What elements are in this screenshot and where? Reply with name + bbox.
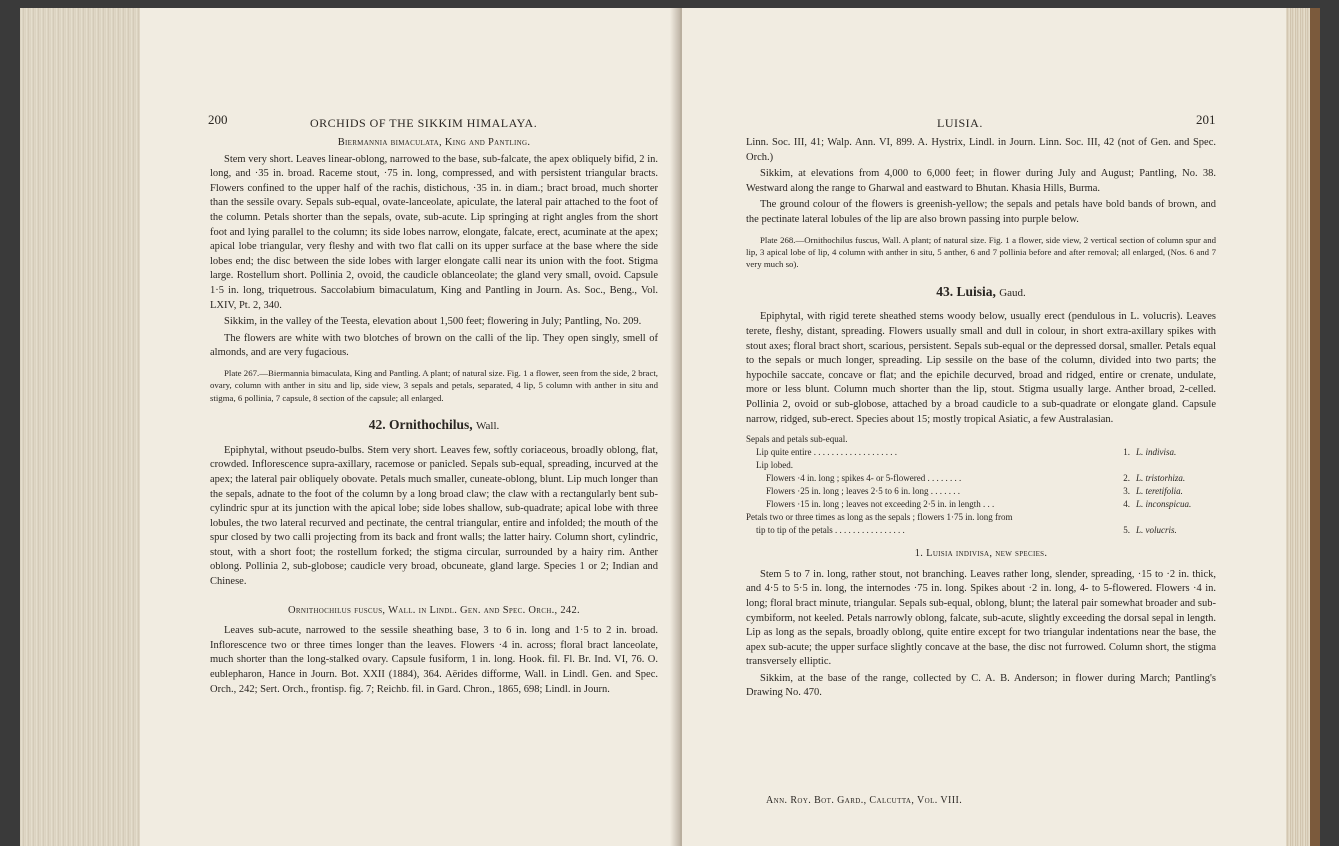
key-number bbox=[1106, 433, 1130, 446]
paragraph: Sikkim, in the valley of the Teesta, elevation about 1,500 feet; flowering in July; Pantling, No. 209. bbox=[224, 316, 642, 328]
book-spread bbox=[20, 8, 1320, 846]
key-species bbox=[1130, 511, 1216, 524]
book-cover-edge bbox=[1310, 8, 1320, 846]
paragraph: Sikkim, at elevations from 4,000 to 6,000 feet; in flower during July and August; Pantling, No. 38. Westward along the range to Gharwal and eastward to Bhutan. Khasia Hills, Burma. bbox=[746, 168, 1216, 194]
plate-note: Plate 268.—Ornithochilus fuscus, Wall. A plant; of natural size. Fig. 1 a flower, side view, 2 vertical section of column spur and lip, 3 apical lobe of lip, 4 column with anther in situ, 5 anther, 6 and 7 pollinia before and after removal; all enlarged, (Nos. 6 and 7 very much so). bbox=[746, 234, 1216, 270]
species-heading-ornithochilus-fuscus: Ornithochilus fuscus, Wall. in Lindl. Gen. and Spec. Orch., 242. bbox=[288, 604, 580, 616]
genus-heading-ornithochilus bbox=[210, 418, 658, 434]
key-text: Flowers ·25 in. long ; leaves 2·5 to 6 in. long . . . . . . . bbox=[766, 486, 960, 497]
key-row bbox=[746, 446, 1216, 459]
key-row bbox=[746, 524, 1216, 537]
right-running-head: LUISIA. bbox=[937, 116, 983, 130]
key-number bbox=[1106, 459, 1130, 472]
left-running-head: ORCHIDS OF THE SIKKIM HIMALAYA. bbox=[310, 116, 538, 130]
left-page-number: 200 bbox=[208, 112, 228, 127]
key-text: Petals two or three times as long as the sepals ; flowers 1·75 in. long from bbox=[746, 512, 1013, 523]
key-species: L. teretifolia. bbox=[1136, 486, 1183, 497]
key-species: L. volucris. bbox=[1136, 525, 1177, 536]
paragraph: Stem very short. Leaves linear-oblong, narrowed to the base, sub-falcate, the apex obliquely bifid, 2 in. long, and ·35 in. broad. Raceme stout, ·75 in. long, compressed, and with persistent triangular bracts. Flowers confined to the upper half of the rachis, distichous, ·35 in. in diam.; bract broad, much shorter than the sessile ovary. Sepals sub-equal, ovate-lanceolate, apiculate, the lateral pair attached to the foot of the column. Petals shorter than the sepals, ovate, sub-acute. Lip springing at right angles from the short foot and lying parallel to the column; its side lobes narrow, elongate, falcate, erect, acuminate at the apex; apical lobe triangular, very fleshy and with two flat calli on its upper surface at the base where the side lobes end; the disc between the side lobes with larger elongate calli near its union with the foot. Stigma large. Rostellum short. Pollinia 2, ovoid, the caudicle oblanceolate; the gland very small, ovoid. Capsule 1·5 in. long, triquetrous. Saccolabium bimaculatum, King and Pantling in Journ. As. Soc., Beng., Vol. LXIV, Pt. 2, 340. bbox=[210, 153, 658, 311]
key-text: tip to tip of the petals . . . . . . . . . . . . . . . . bbox=[756, 525, 905, 536]
key-row bbox=[746, 472, 1216, 485]
genus-author: Gaud. bbox=[999, 286, 1026, 299]
genus-author: Wall. bbox=[476, 420, 500, 433]
genus-description: Epiphytal, with rigid terete sheathed stems woody below, usually erect (pendulous in L. volucris). Leaves terete, fleshy, distant, spreading. Flowers usually small and dull in colour, in short extra-axillary spikes with stout axes; floral bract short, scarious, persistent. Sepals sub-equal or the depressed dorsal, smaller. Petals equal to the sepals or much longer, spreading. Lip sessile on the base of the column, divided into two parts; the hypochile saccate, concave or flat; and the epichile decurved, broad and ridged, entire or crenate, undulate, more or less blunt. Column much shorter than the lip, stout. Stigma usually large. Anther broad, 2-celled. Pollinia 2, ovoid or sub-globose, attached by a broad caudicle to a sub-quadrate or elongate gland. Capsule narrow, ridged, sub-erect. Species about 15; mostly tropical Asiatic, a few Australasian. bbox=[746, 311, 1216, 425]
key-species: L. tristorhiza. bbox=[1136, 473, 1186, 484]
right-page-number: 201 bbox=[1196, 112, 1216, 127]
key-number: 2. bbox=[1123, 473, 1130, 484]
genus-description: Epiphytal, without pseudo-bulbs. Stem very short. Leaves few, softly coriaceous, broadly oblong, flat, crowded. Inflorescence supra-axillary, racemose or panicled. Sepals sub-equal, spreading, incurved at the apex; the lateral pair obliquely obovate. Petals much smaller, cuneate-oblong, blunt. Lip much longer than the sepals, adnate to the foot of the column by a long broad claw; the claw with a rectangularly bent sub-cylindric spur at its junction with the apical lobe; side lobes shallow, sub-quadrate; apical lobe with three lobules, the two lateral recurved and pectinate, the central triangular, entire and infolded; the mouth of the spur closed by two calli projecting from its back and front walls; the latter hairy. Column short, cylindric, stout, with a short foot; the rostellum forked; the stigma circular, surrounded by a hairy rim. Anther oblong. Pollinia 2, sub-globose; caudicle very broad, obcuneate, gland large. Species 1 or 2; Indian and Chinese. bbox=[210, 444, 658, 588]
paragraph: Sikkim, at the base of the range, collected by C. A. B. Anderson; in flower during March; Pantling's Drawing No. 470. bbox=[746, 672, 1216, 699]
paragraph: Stem 5 to 7 in. long, rather stout, not branching. Leaves rather long, slender, spreading, ·15 to ·2 in. thick, and 4·5 to 5·5 in. long, the internodes ·75 in. long. Spikes about ·2 in. long, 4- to 5-flowered. Flowers ·4 in. long; floral bract minute, triangular. Sepals sub-equal, oblong, blunt; the lateral pair somewhat broader and sub-cymbiform, not keeled. Petals narrowly oblong, falcate, sub-acute, slightly exceeding the dorsal sepal in length. Lip as long as the sepals, broadly oblong, quite entire except for two triangular indentations near the base, the apex sub-acute; the upper surface slightly concave at the base, the disc not furrowed. Column short, the stigma transversely elliptic. bbox=[746, 568, 1216, 668]
paragraph: The flowers are white with two blotches of brown on the calli of the lip. They open singly, smell of almonds, and are very fugacious. bbox=[210, 332, 658, 359]
paragraph: The ground colour of the flowers is greenish-yellow; the sepals and petals have bold bands of brown, and the pectinate lateral lobules of the lip are also brown passing into purple below. bbox=[746, 199, 1216, 225]
key-text: Sepals and petals sub-equal. bbox=[746, 434, 848, 445]
genus-heading-luisia bbox=[746, 285, 1216, 301]
key-row bbox=[746, 459, 1216, 472]
key-number: 3. bbox=[1123, 486, 1130, 497]
key-number: 4. bbox=[1123, 499, 1130, 510]
key-species: L. inconspicua. bbox=[1136, 499, 1192, 510]
paragraph: Linn. Soc. III, 41; Walp. Ann. VI, 899. A. Hystrix, Lindl. in Journ. Linn. Soc. III, 42 (not of Gen. and Spec. Orch.) bbox=[746, 137, 1216, 163]
species-heading-biermannia: Biermannia bimaculata, King and Pantling. bbox=[337, 137, 531, 148]
key-species: L. indivisa. bbox=[1136, 447, 1177, 458]
key-species bbox=[1130, 433, 1216, 446]
key-row bbox=[746, 433, 1216, 446]
key-row bbox=[746, 511, 1216, 524]
genus-number: 43. bbox=[936, 283, 954, 299]
key-text: Lip quite entire . . . . . . . . . . . . . . . . . . . bbox=[756, 447, 897, 458]
genus-name: Luisia, bbox=[956, 283, 996, 299]
plate-note: Plate 267.—Biermannia bimaculata, King and Pantling. A plant; of natural size. Fig. 1 a flower, seen from the side, 2 bract, ovary, column with anther in situ and lip, side view, 3 sepals and petals, separated, 4 lip, 5 column with anther in situ and stigma, 6 pollinia, 7 capsule, 8 section of the capsule; all enlarged. bbox=[210, 367, 658, 403]
key-species bbox=[1130, 459, 1216, 472]
key-row bbox=[746, 485, 1216, 498]
genus-name: Ornithochilus, bbox=[388, 417, 473, 433]
page-footer: Ann. Roy. Bot. Gard., Calcutta, Vol. VIII. bbox=[766, 795, 963, 806]
key-row bbox=[746, 498, 1216, 511]
right-page bbox=[682, 8, 1286, 846]
key-number: 1. bbox=[1123, 447, 1130, 458]
paragraph: Leaves sub-acute, narrowed to the sessile sheathing base, 3 to 6 in. long and 1·5 to 2 in. broad. Inflorescence two or three times longer than the leaves. Flowers ·4 in. across; floral bract lanceolate, much shorter than the long-stalked ovary. Capsule fusiform, 1 in. long. Hook. fil. Fl. Br. Ind. VI, 76. O. eublepharon, Hance in Journ. Bot. XXII (1884), 364. Aërides difforme, Wall. in Lindl. Gen. and Spec. Orch., 242; Sert. Orch., frontisp. fig. 7; Reichb. fil. in Gard. Chron., 1865, 698; Lindl. in Journ. bbox=[210, 625, 658, 695]
key-text: Lip lobed. bbox=[756, 460, 793, 471]
key-text: Flowers ·4 in. long ; spikes 4- or 5-flowered . . . . . . . . bbox=[766, 473, 962, 484]
left-page-edges bbox=[20, 8, 140, 846]
species-heading-luisia-indivisa: 1. Luisia indivisa, new species. bbox=[914, 548, 1048, 560]
genus-number: 42. bbox=[368, 417, 386, 433]
left-text-column bbox=[210, 136, 658, 699]
key-number bbox=[1106, 511, 1130, 524]
key-text: Flowers ·15 in. long ; leaves not exceeding 2·5 in. in length . . . bbox=[766, 499, 995, 510]
species-key bbox=[746, 433, 1216, 537]
right-text-column bbox=[746, 136, 1216, 703]
left-page bbox=[140, 8, 680, 846]
key-number: 5. bbox=[1123, 525, 1130, 536]
